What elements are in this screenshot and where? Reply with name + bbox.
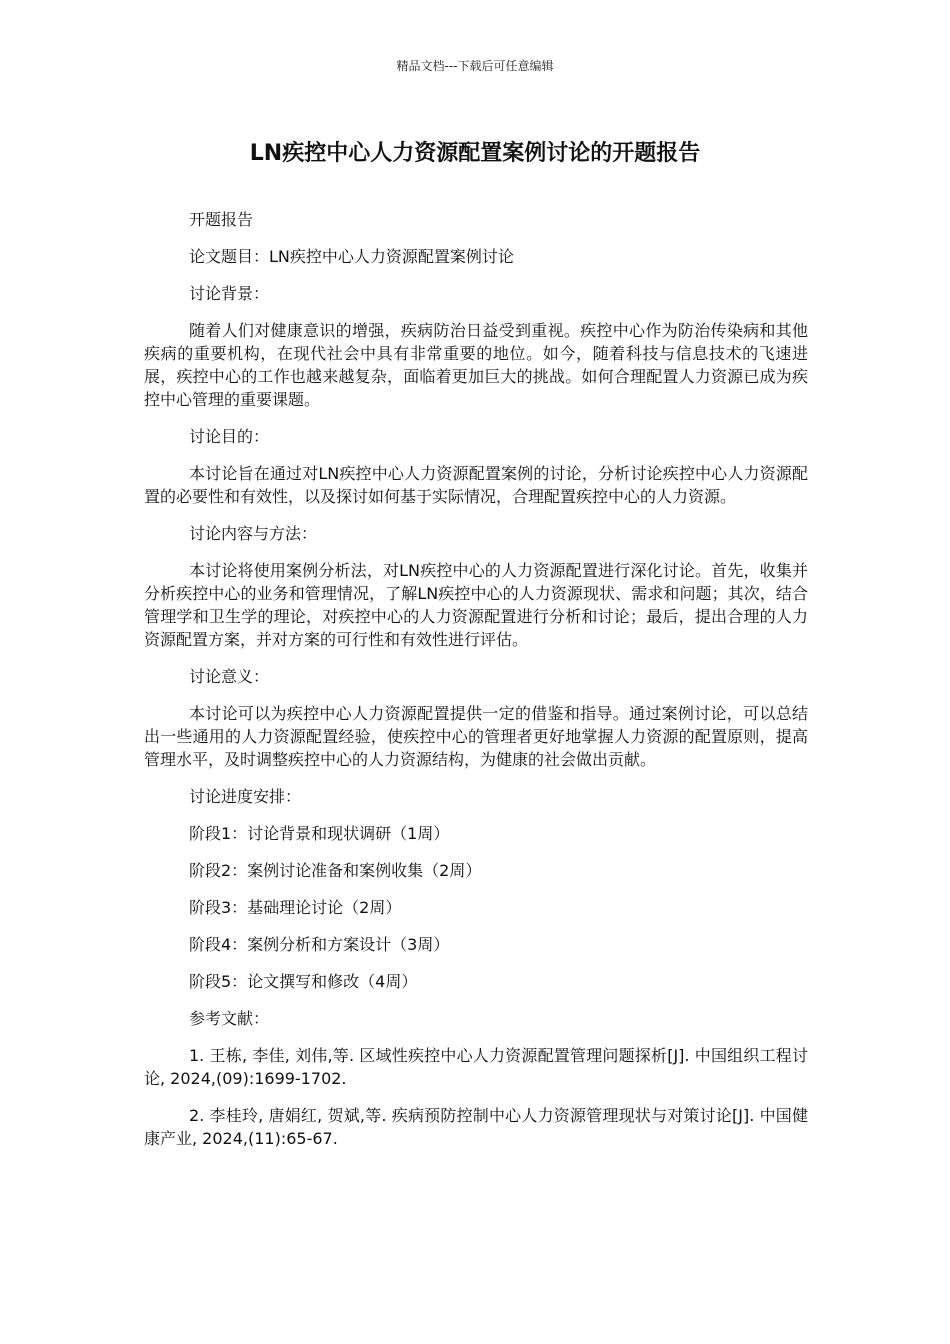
schedule-item: 阶段4：案例分析和方案设计（3周） [189, 935, 450, 954]
heading-content-method: 讨论内容与方法： [189, 524, 318, 543]
document-body [144, 208, 808, 1164]
heading-schedule: 讨论进度安排： [189, 787, 302, 806]
heading-references: 参考文献： [189, 1009, 270, 1028]
heading-purpose: 讨论目的： [189, 427, 270, 446]
paragraph-purpose: 本讨论旨在通过对LN疾控中心人力资源配置案例的讨论，分析讨论疾控中心人力资源配置的必要性和有效性，以及探讨如何基于实际情况，合理配置疾控中心的人力资源。 [144, 464, 808, 506]
heading-background: 讨论背景： [189, 284, 270, 303]
paragraph-content-method: 本讨论将使用案例分析法，对LN疾控中心的人力资源配置进行深化讨论。首先，收集并分析疾控中心的业务和管理情况，了解LN疾控中心的人力资源现状、需求和问题；其次，结合管理学和卫生学的理论，对疾控中心的人力资源配置进行分析和讨论；最后，提出合理的人力资源配置方案，并对方案的可行性和有效性进行评估。 [144, 561, 808, 649]
paragraph-significance: 本讨论可以为疾控中心人力资源配置提供一定的借鉴和指导。通过案例讨论，可以总结出一些通用的人力资源配置经验，使疾控中心的管理者更好地掌握人力资源的配置原则，提高管理水平，及时调整疾控中心的人力资源结构，为健康的社会做出贡献。 [144, 704, 808, 769]
heading-significance: 讨论意义： [189, 667, 270, 686]
reference-item: 1. 王栋, 李佳, 刘伟,等. 区域性疾控中心人力资源配置管理问题探析[J]. 中国组织工程讨论, 2024,(09):1699-1702. [144, 1046, 808, 1088]
paragraph-thesis-title: 论文题目：LN疾控中心人力资源配置案例讨论 [189, 247, 514, 266]
paragraph-report-label: 开题报告 [189, 210, 254, 229]
reference-item: 2. 李桂玲, 唐娟红, 贺斌,等. 疾病预防控制中心人力资源管理现状与对策讨论[J]. 中国健康产业, 2024,(11):65-67. [144, 1106, 808, 1148]
header-note: 精品文档---下载后可任意编辑 [396, 59, 554, 73]
schedule-item: 阶段1：讨论背景和现状调研（1周） [189, 824, 450, 843]
schedule-item: 阶段5：论文撰写和修改（4周） [189, 972, 418, 991]
schedule-item: 阶段3：基础理论讨论（2周） [189, 898, 402, 917]
schedule-item: 阶段2：案例讨论准备和案例收集（2周） [189, 861, 482, 880]
paragraph-background: 随着人们对健康意识的增强，疾病防治日益受到重视。疾控中心作为防治传染病和其他疾病的重要机构，在现代社会中具有非常重要的地位。如今，随着科技与信息技术的飞速进展，疾控中心的工作也越来越复杂，面临着更加巨大的挑战。如何合理配置人力资源已成为疾控中心管理的重要课题。 [144, 321, 808, 409]
document-title: LN疾控中心人力资源配置案例讨论的开题报告 [249, 141, 701, 166]
